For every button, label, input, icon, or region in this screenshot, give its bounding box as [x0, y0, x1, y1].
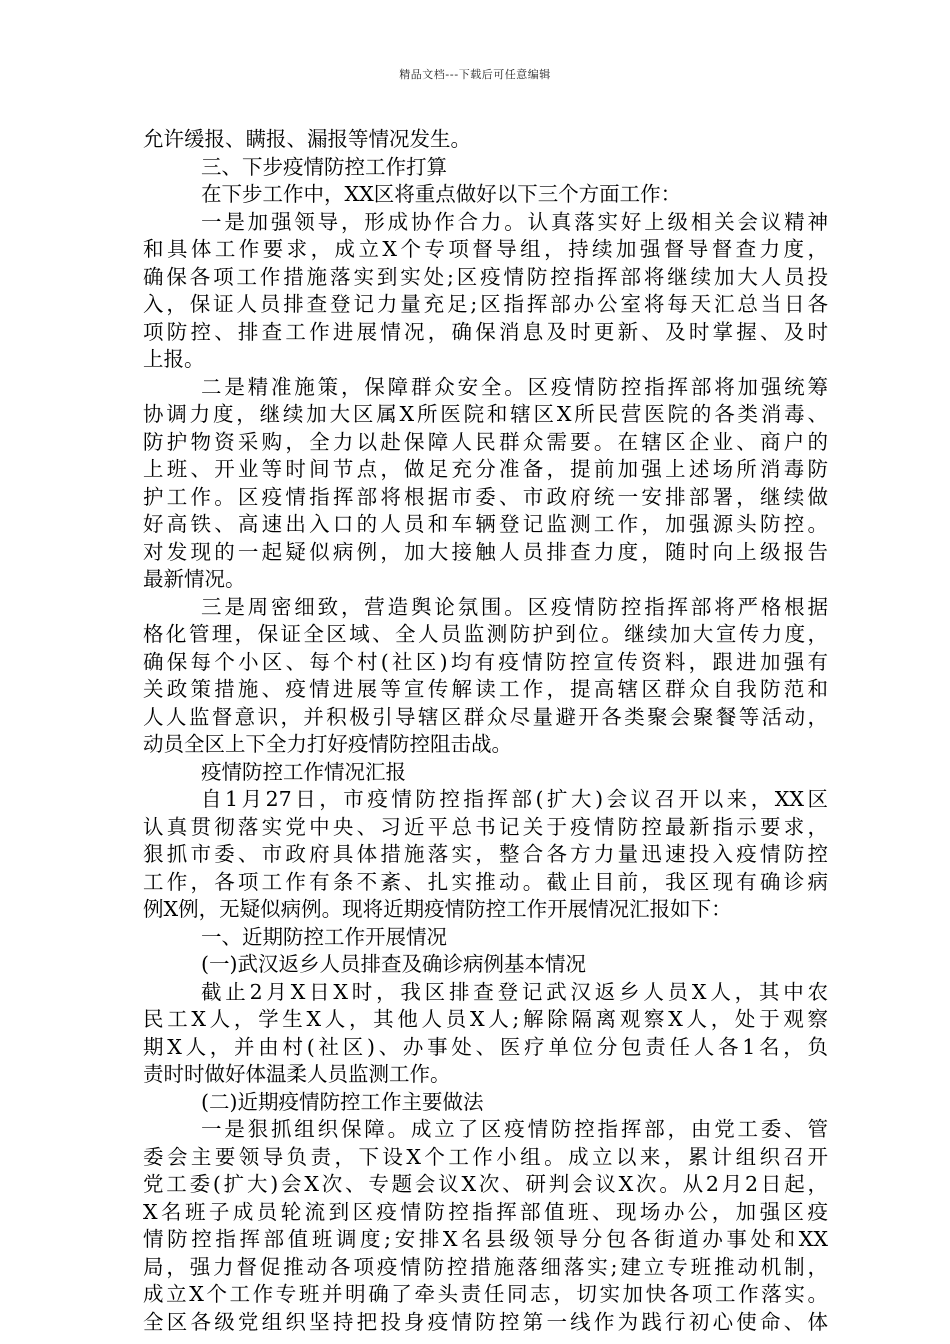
text-line: 一、近期防控工作开展情况 — [201, 924, 447, 949]
text-line: 例X例，无疑似病例。现将近期疫情防控工作开展情况汇报如下： — [143, 897, 732, 921]
text-line: 格化管理，保证全区域、全人员监测防护到位。继续加大宣传力度， — [143, 622, 828, 646]
text-line: 一是狠抓组织保障。成立了区疫情防控指挥部，由党工委、管 — [201, 1117, 828, 1141]
text-line: 一是加强领导，形成协作合力。认真落实好上级相关会议精神 — [201, 209, 828, 234]
text-line: 自1月27日，市疫情防控指挥部(扩大)会议召开以来，XX区 — [201, 787, 828, 811]
text-line: 期X人，并由村(社区)、办事处、医疗单位分包责任人各1名，负 — [143, 1034, 828, 1059]
text-line: 情防控指挥部值班调度;安排X名县级领导分包各街道办事处和XX — [143, 1227, 828, 1251]
text-line: 最新情况。 — [143, 567, 246, 591]
text-line: 成立X个工作专班并明确了牵头责任同志，切实加快各项工作落实。 — [143, 1282, 828, 1306]
text-line: 三、下步疫情防控工作打算 — [201, 154, 447, 179]
text-line: 局，强力督促推动各项疫情防控措施落细落实;建立专班推动机制， — [143, 1254, 828, 1279]
text-line: 允许缓报、瞒报、漏报等情况发生。 — [143, 127, 471, 151]
text-line: 关政策措施、疫情进展等宣传解读工作，提高辖区群众自我防范和 — [143, 677, 828, 701]
page-header: 精品文档---下载后可任意编辑 — [399, 68, 551, 81]
text-line: 确保每个小区、每个村(社区)均有疫情防控宣传资料，跟进加强有 — [143, 649, 828, 674]
text-line: 三是周密细致，营造舆论氛围。区疫情防控指挥部将严格根据 — [201, 594, 828, 619]
text-line: 协调力度，继续加大区属X所医院和辖区X所民营医院的各类消毒、 — [143, 402, 828, 426]
text-line: 党工委(扩大)会X次、专题会议X次、研判会议X次。从2月2日起， — [143, 1172, 828, 1196]
text-line: 项防控、排查工作进展情况，确保消息及时更新、及时掌握、及时 — [143, 319, 828, 344]
text-line: 入，保证人员排查登记力量充足;区指挥部办公室将每天汇总当日各 — [143, 292, 828, 316]
text-line: 对发现的一起疑似病例，加大接触人员排查力度，随时向上级报告 — [143, 539, 828, 564]
text-line: 工作，各项工作有条不紊、扎实推动。截止目前，我区现有确诊病 — [143, 869, 828, 894]
text-line: 民工X人，学生X人，其他人员X人;解除隔离观察X人，处于观察 — [143, 1007, 828, 1031]
text-line: 护工作。区疫情指挥部将根据市委、市政府统一安排部署，继续做 — [143, 484, 828, 509]
text-line: 全区各级党组织坚持把投身疫情防控第一线作为践行初心使命、体 — [143, 1309, 828, 1334]
text-line: 在下步工作中，XX区将重点做好以下三个方面工作： — [201, 182, 682, 206]
text-line: (二)近期疫情防控工作主要做法 — [201, 1089, 484, 1114]
text-line: 截止2月X日X时，我区排查登记武汉返乡人员X人，其中农 — [201, 979, 828, 1004]
text-line: 狠抓市委、市政府具体措施落实，整合各方力量迅速投入疫情防控 — [143, 842, 828, 866]
text-line: 认真贯彻落实党中央、习近平总书记关于疫情防控最新指示要求， — [143, 814, 828, 839]
text-line: 好高铁、高速出入口的人员和车辆登记监测工作，加强源头防控。 — [143, 512, 828, 536]
document-body — [143, 126, 828, 1336]
text-line: 动员全区上下全力打好疫情防控阻击战。 — [143, 732, 512, 756]
text-line: 疫情防控工作情况汇报 — [201, 759, 406, 784]
text-line: X名班子成员轮流到区疫情防控指挥部值班、现场办公，加强区疫 — [143, 1199, 828, 1224]
text-line: 上班、开业等时间节点，做足充分准备，提前加强上述场所消毒防 — [143, 457, 828, 481]
text-line: (一)武汉返乡人员排查及确诊病例基本情况 — [201, 952, 586, 976]
text-line: 上报。 — [143, 347, 205, 371]
text-line: 责时时做好体温柔人员监测工作。 — [143, 1062, 451, 1086]
text-line: 人人监督意识，并积极引导辖区群众尽量避开各类聚会聚餐等活动， — [143, 704, 828, 729]
text-line: 委会主要领导负责，下设X个工作小组。成立以来，累计组织召开 — [143, 1144, 828, 1169]
text-line: 和具体工作要求，成立X个专项督导组，持续加强督导督查力度， — [143, 237, 828, 261]
text-line: 确保各项工作措施落实到实处;区疫情防控指挥部将继续加大人员投 — [143, 264, 828, 289]
text-line: 二是精准施策，保障群众安全。区疫情防控指挥部将加强统筹 — [201, 374, 828, 399]
text-line: 防护物资采购，全力以赴保障人民群众需要。在辖区企业、商户的 — [143, 429, 828, 454]
